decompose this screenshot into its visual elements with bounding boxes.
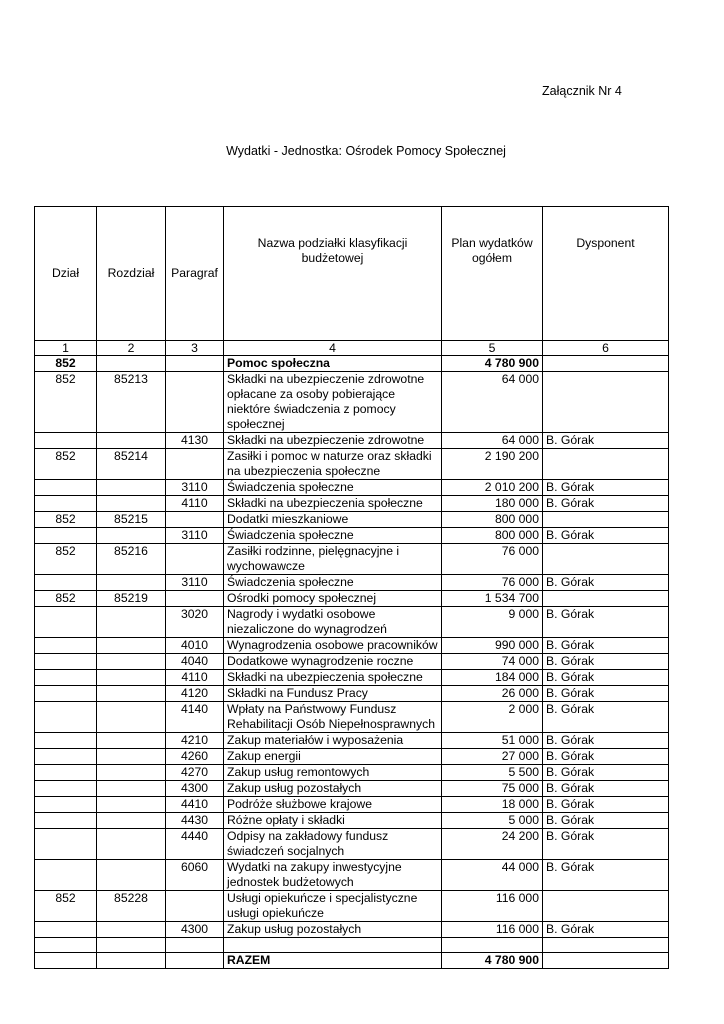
- cell-nazwa: Zakup materiałów i wyposażenia: [224, 733, 442, 749]
- cell-paragraf: 4110: [166, 670, 224, 686]
- cell-plan: 2 010 200: [442, 480, 543, 496]
- column-number: 4: [224, 341, 442, 356]
- cell-dysponent: [543, 372, 669, 433]
- cell-plan: 800 000: [442, 512, 543, 528]
- cell-paragraf: [166, 544, 224, 575]
- cell-plan: 18 000: [442, 797, 543, 813]
- cell-dysponent: B. Górak: [543, 575, 669, 591]
- cell-nazwa: Zasiłki rodzinne, pielęgnacyjne i wychowawcze: [224, 544, 442, 575]
- cell-dysponent: B. Górak: [543, 433, 669, 449]
- cell-nazwa: Pomoc społeczna: [224, 356, 442, 372]
- cell-nazwa: Składki na ubezpieczenia społeczne: [224, 496, 442, 512]
- expenditure-table: [34, 206, 669, 969]
- cell-dzial: [35, 670, 97, 686]
- cell-dzial: [35, 733, 97, 749]
- cell-rozdzial: 85228: [97, 891, 166, 922]
- cell-plan: 75 000: [442, 781, 543, 797]
- cell-rozdzial: [97, 575, 166, 591]
- header-dysponent: Dysponent: [543, 207, 669, 341]
- cell-dzial: 852: [35, 544, 97, 575]
- cell-plan: 5 500: [442, 765, 543, 781]
- cell-dysponent: B. Górak: [543, 765, 669, 781]
- cell-dysponent: B. Górak: [543, 702, 669, 733]
- header-paragraf: Paragraf: [166, 207, 224, 341]
- cell-plan: 2 000: [442, 702, 543, 733]
- blank-cell: [166, 938, 224, 953]
- blank-cell: [166, 953, 224, 969]
- cell-nazwa: Zakup usług pozostałych: [224, 781, 442, 797]
- header-rozdzial: Rozdział: [97, 207, 166, 341]
- cell-dysponent: B. Górak: [543, 686, 669, 702]
- cell-dysponent: B. Górak: [543, 829, 669, 860]
- cell-nazwa: Zakup energii: [224, 749, 442, 765]
- cell-rozdzial: 85216: [97, 544, 166, 575]
- blank-cell: [35, 953, 97, 969]
- cell-nazwa: Odpisy na zakładowy fundusz świadczeń socjalnych: [224, 829, 442, 860]
- cell-plan: 2 190 200: [442, 449, 543, 480]
- total-plan: 4 780 900: [442, 953, 543, 969]
- cell-paragraf: 4260: [166, 749, 224, 765]
- cell-plan: 180 000: [442, 496, 543, 512]
- cell-nazwa: Ośrodki pomocy społecznej: [224, 591, 442, 607]
- cell-dysponent: B. Górak: [543, 528, 669, 544]
- cell-paragraf: 3020: [166, 607, 224, 638]
- cell-paragraf: [166, 356, 224, 372]
- table-row: [35, 733, 669, 749]
- table-row: [35, 638, 669, 654]
- cell-dzial: 852: [35, 591, 97, 607]
- table-row: [35, 749, 669, 765]
- cell-plan: 64 000: [442, 433, 543, 449]
- cell-paragraf: 4120: [166, 686, 224, 702]
- cell-rozdzial: [97, 922, 166, 938]
- cell-plan: 26 000: [442, 686, 543, 702]
- cell-dzial: [35, 829, 97, 860]
- table-row: [35, 372, 669, 433]
- cell-nazwa: Składki na ubezpieczenie zdrowotne opłacane za osoby pobierające niektóre świadczenia z pomocy społecznej: [224, 372, 442, 433]
- cell-dysponent: B. Górak: [543, 733, 669, 749]
- blank-row: [35, 938, 669, 953]
- blank-cell: [543, 938, 669, 953]
- cell-paragraf: 3110: [166, 480, 224, 496]
- cell-dysponent: B. Górak: [543, 638, 669, 654]
- cell-rozdzial: [97, 496, 166, 512]
- table-row: [35, 686, 669, 702]
- blank-cell: [97, 938, 166, 953]
- cell-plan: 44 000: [442, 860, 543, 891]
- table-row: [35, 654, 669, 670]
- cell-dysponent: [543, 356, 669, 372]
- table-row: [35, 356, 669, 372]
- cell-nazwa: Nagrody i wydatki osobowe niezaliczone do wynagrodzeń: [224, 607, 442, 638]
- cell-plan: 116 000: [442, 891, 543, 922]
- cell-rozdzial: [97, 607, 166, 638]
- cell-nazwa: Wpłaty na Państwowy Fundusz Rehabilitacji Osób Niepełnosprawnych: [224, 702, 442, 733]
- cell-plan: 990 000: [442, 638, 543, 654]
- cell-plan: 4 780 900: [442, 356, 543, 372]
- cell-nazwa: Świadczenia społeczne: [224, 528, 442, 544]
- cell-rozdzial: [97, 480, 166, 496]
- cell-paragraf: 4130: [166, 433, 224, 449]
- cell-plan: 76 000: [442, 575, 543, 591]
- cell-plan: 64 000: [442, 372, 543, 433]
- table-row: [35, 528, 669, 544]
- cell-rozdzial: [97, 733, 166, 749]
- cell-paragraf: [166, 891, 224, 922]
- cell-nazwa: Usługi opiekuńcze i specjalistyczne usługi opiekuńcze: [224, 891, 442, 922]
- table-row: [35, 829, 669, 860]
- table-row: [35, 797, 669, 813]
- cell-nazwa: Podróże służbowe krajowe: [224, 797, 442, 813]
- cell-paragraf: 3110: [166, 575, 224, 591]
- cell-dzial: [35, 433, 97, 449]
- column-number: 6: [543, 341, 669, 356]
- header-nazwa: Nazwa podziałki klasyfikacji budżetowej: [224, 207, 442, 341]
- cell-nazwa: Wynagrodzenia osobowe pracowników: [224, 638, 442, 654]
- cell-paragraf: 4010: [166, 638, 224, 654]
- table-row: [35, 544, 669, 575]
- table-row: [35, 891, 669, 922]
- table-row: [35, 860, 669, 891]
- cell-plan: 5 000: [442, 813, 543, 829]
- cell-paragraf: 4110: [166, 496, 224, 512]
- cell-paragraf: [166, 591, 224, 607]
- cell-plan: 76 000: [442, 544, 543, 575]
- cell-nazwa: Świadczenia społeczne: [224, 575, 442, 591]
- cell-paragraf: 4300: [166, 922, 224, 938]
- cell-dzial: [35, 575, 97, 591]
- cell-rozdzial: [97, 829, 166, 860]
- cell-rozdzial: [97, 356, 166, 372]
- blank-cell: [442, 938, 543, 953]
- cell-plan: 51 000: [442, 733, 543, 749]
- cell-rozdzial: 85215: [97, 512, 166, 528]
- cell-dzial: 852: [35, 449, 97, 480]
- cell-dysponent: B. Górak: [543, 480, 669, 496]
- cell-plan: 1 534 700: [442, 591, 543, 607]
- column-number: 1: [35, 341, 97, 356]
- cell-paragraf: 4410: [166, 797, 224, 813]
- cell-dzial: 852: [35, 372, 97, 433]
- cell-dzial: [35, 702, 97, 733]
- table-row: [35, 575, 669, 591]
- cell-rozdzial: [97, 528, 166, 544]
- table-row: [35, 702, 669, 733]
- cell-rozdzial: [97, 813, 166, 829]
- cell-dzial: [35, 765, 97, 781]
- cell-dysponent: B. Górak: [543, 797, 669, 813]
- cell-dzial: [35, 749, 97, 765]
- cell-nazwa: Wydatki na zakupy inwestycyjne jednostek budżetowych: [224, 860, 442, 891]
- cell-dysponent: [543, 449, 669, 480]
- cell-paragraf: 6060: [166, 860, 224, 891]
- cell-dzial: [35, 922, 97, 938]
- cell-paragraf: [166, 512, 224, 528]
- cell-paragraf: [166, 372, 224, 433]
- table-row: [35, 813, 669, 829]
- cell-paragraf: 3110: [166, 528, 224, 544]
- cell-nazwa: Dodatkowe wynagrodzenie roczne: [224, 654, 442, 670]
- cell-nazwa: Składki na ubezpieczenia społeczne: [224, 670, 442, 686]
- cell-rozdzial: [97, 638, 166, 654]
- table-row: [35, 449, 669, 480]
- cell-dysponent: B. Górak: [543, 670, 669, 686]
- cell-rozdzial: [97, 781, 166, 797]
- cell-paragraf: 4430: [166, 813, 224, 829]
- cell-dzial: [35, 607, 97, 638]
- cell-paragraf: 4440: [166, 829, 224, 860]
- cell-paragraf: 4040: [166, 654, 224, 670]
- blank-cell: [97, 953, 166, 969]
- cell-dzial: [35, 638, 97, 654]
- cell-dzial: [35, 686, 97, 702]
- cell-dysponent: [543, 591, 669, 607]
- column-number: 2: [97, 341, 166, 356]
- cell-plan: 24 200: [442, 829, 543, 860]
- cell-dzial: 852: [35, 891, 97, 922]
- table-row: [35, 607, 669, 638]
- cell-dysponent: [543, 512, 669, 528]
- cell-dysponent: B. Górak: [543, 781, 669, 797]
- cell-rozdzial: [97, 654, 166, 670]
- total-row: [35, 953, 669, 969]
- cell-paragraf: 4210: [166, 733, 224, 749]
- cell-rozdzial: 85219: [97, 591, 166, 607]
- cell-dzial: 852: [35, 512, 97, 528]
- cell-rozdzial: [97, 670, 166, 686]
- blank-cell: [35, 938, 97, 953]
- blank-cell: [543, 953, 669, 969]
- column-number-row: [35, 341, 669, 356]
- cell-rozdzial: 85213: [97, 372, 166, 433]
- cell-plan: 800 000: [442, 528, 543, 544]
- table-row: [35, 922, 669, 938]
- cell-nazwa: Zakup usług pozostałych: [224, 922, 442, 938]
- table-row: [35, 765, 669, 781]
- cell-dysponent: B. Górak: [543, 496, 669, 512]
- cell-dysponent: [543, 544, 669, 575]
- cell-dzial: 852: [35, 356, 97, 372]
- cell-rozdzial: [97, 686, 166, 702]
- header-dzial: Dział: [35, 207, 97, 341]
- cell-dzial: [35, 480, 97, 496]
- header-plan: Plan wydatków ogółem: [442, 207, 543, 341]
- cell-plan: 184 000: [442, 670, 543, 686]
- cell-paragraf: 4140: [166, 702, 224, 733]
- cell-dzial: [35, 654, 97, 670]
- annex-label: Załącznik Nr 4: [542, 84, 622, 98]
- cell-nazwa: Różne opłaty i składki: [224, 813, 442, 829]
- cell-plan: 116 000: [442, 922, 543, 938]
- cell-dzial: [35, 528, 97, 544]
- table-row: [35, 781, 669, 797]
- cell-rozdzial: [97, 702, 166, 733]
- cell-nazwa: Składki na Fundusz Pracy: [224, 686, 442, 702]
- cell-dysponent: B. Górak: [543, 654, 669, 670]
- cell-dzial: [35, 781, 97, 797]
- cell-dysponent: B. Górak: [543, 860, 669, 891]
- table-row: [35, 512, 669, 528]
- cell-nazwa: Świadczenia społeczne: [224, 480, 442, 496]
- cell-dzial: [35, 797, 97, 813]
- cell-rozdzial: 85214: [97, 449, 166, 480]
- cell-rozdzial: [97, 765, 166, 781]
- cell-plan: 74 000: [442, 654, 543, 670]
- column-number: 5: [442, 341, 543, 356]
- table-row: [35, 496, 669, 512]
- cell-dysponent: B. Górak: [543, 607, 669, 638]
- cell-dzial: [35, 813, 97, 829]
- cell-paragraf: 4300: [166, 781, 224, 797]
- cell-dysponent: B. Górak: [543, 749, 669, 765]
- cell-paragraf: [166, 449, 224, 480]
- cell-nazwa: Dodatki mieszkaniowe: [224, 512, 442, 528]
- cell-dzial: [35, 860, 97, 891]
- cell-rozdzial: [97, 797, 166, 813]
- table-row: [35, 670, 669, 686]
- cell-paragraf: 4270: [166, 765, 224, 781]
- cell-rozdzial: [97, 860, 166, 891]
- cell-dysponent: B. Górak: [543, 922, 669, 938]
- total-label: RAZEM: [224, 953, 442, 969]
- document-title: Wydatki - Jednostka: Ośrodek Pomocy Społecznej: [226, 144, 506, 158]
- cell-rozdzial: [97, 749, 166, 765]
- table-row: [35, 433, 669, 449]
- cell-nazwa: Zasiłki i pomoc w naturze oraz składki na ubezpieczenia społeczne: [224, 449, 442, 480]
- cell-rozdzial: [97, 433, 166, 449]
- table-row: [35, 591, 669, 607]
- cell-dzial: [35, 496, 97, 512]
- cell-nazwa: Składki na ubezpieczenie zdrowotne: [224, 433, 442, 449]
- cell-dysponent: [543, 891, 669, 922]
- cell-plan: 27 000: [442, 749, 543, 765]
- cell-nazwa: Zakup usług remontowych: [224, 765, 442, 781]
- blank-cell: [224, 938, 442, 953]
- table-row: [35, 480, 669, 496]
- column-number: 3: [166, 341, 224, 356]
- cell-dysponent: B. Górak: [543, 813, 669, 829]
- cell-plan: 9 000: [442, 607, 543, 638]
- header-row: [35, 207, 669, 341]
